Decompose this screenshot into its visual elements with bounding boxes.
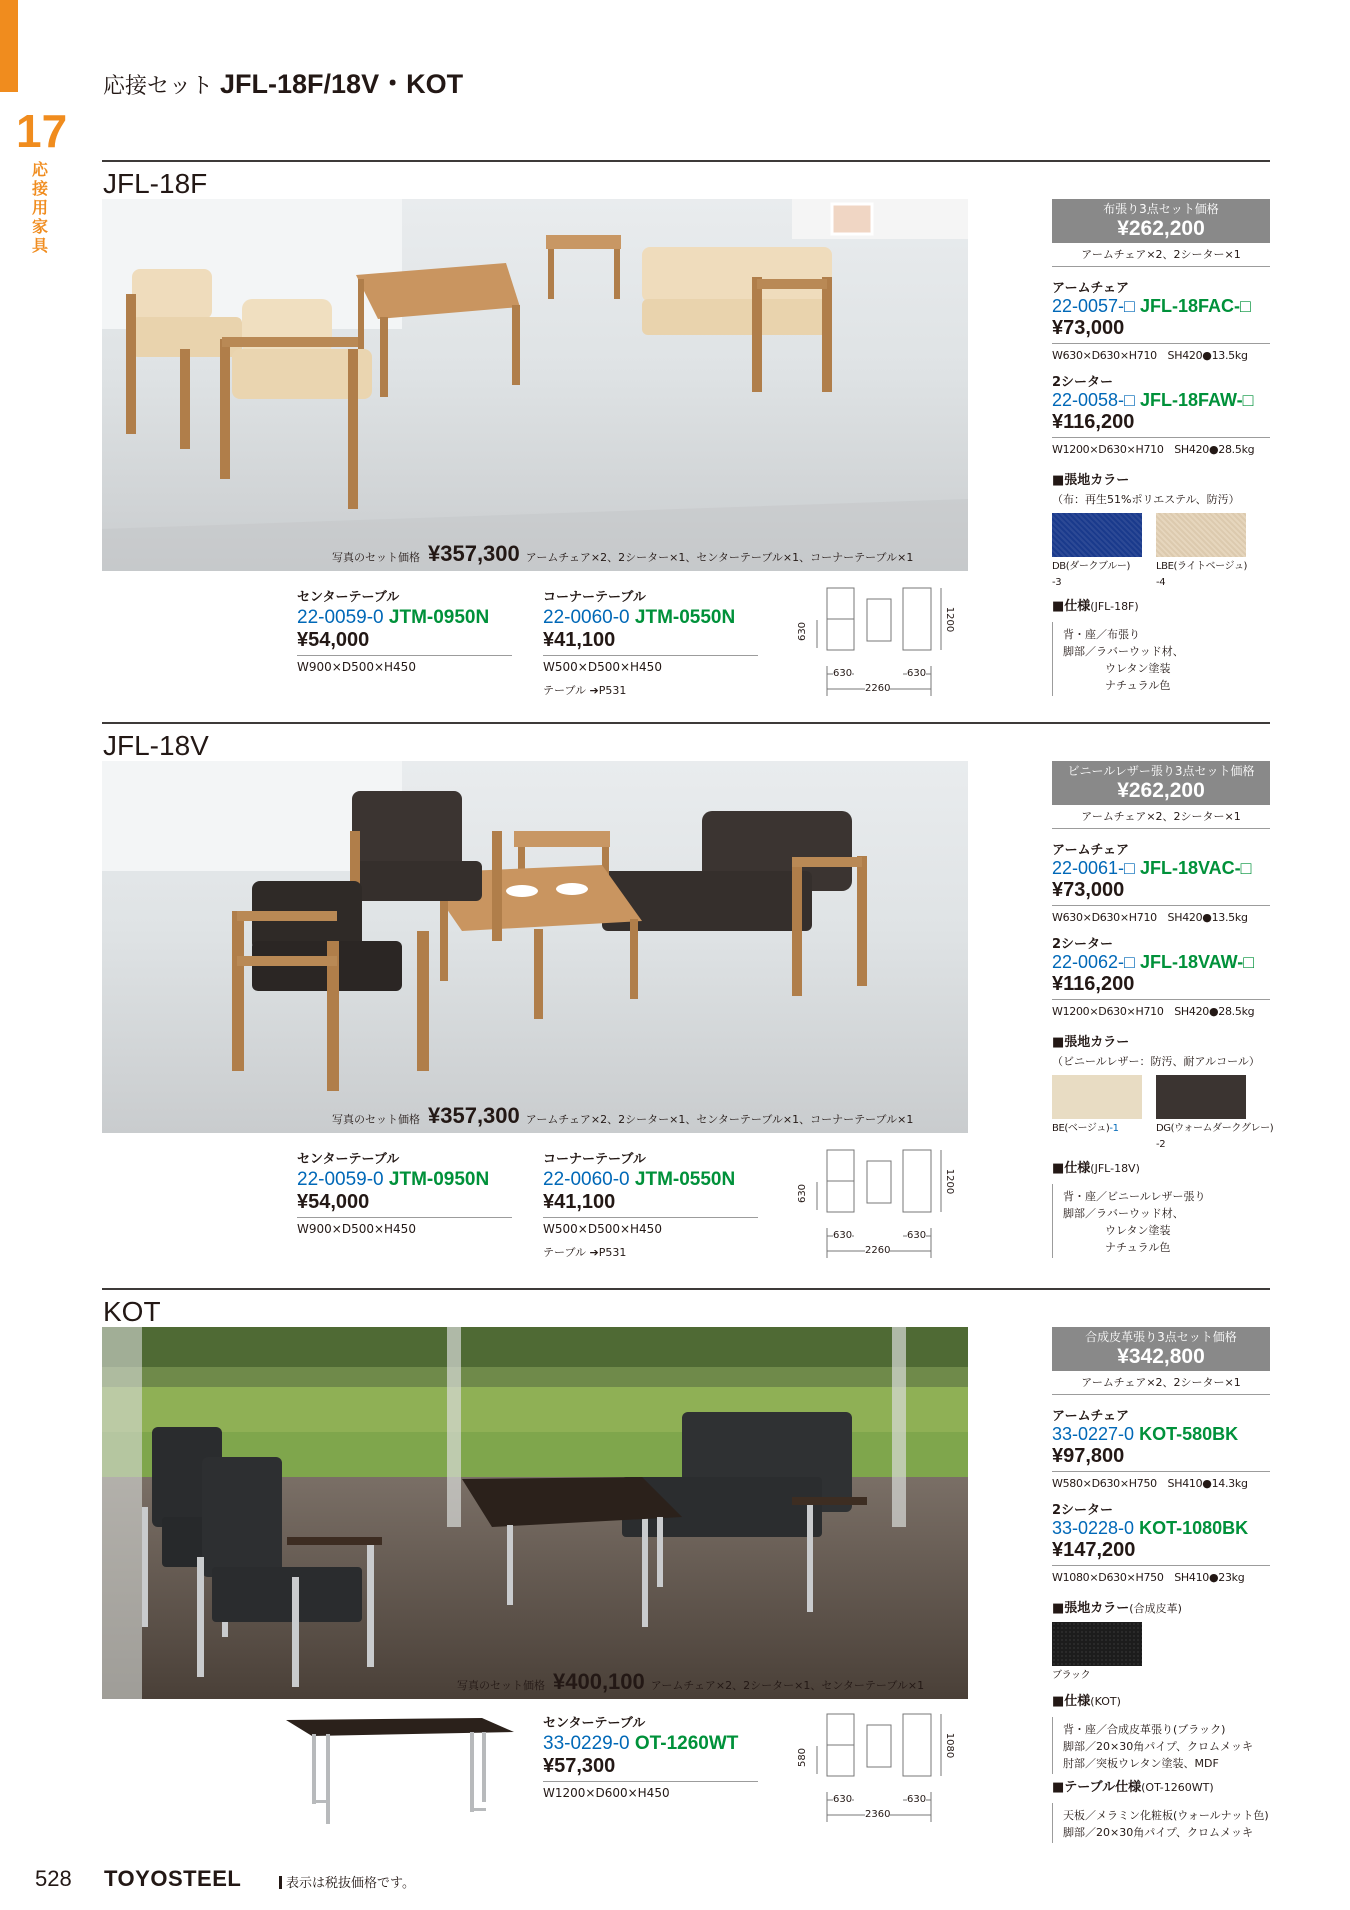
dim-label-right: 1200 — [944, 606, 956, 633]
swatch-chip — [1052, 1622, 1142, 1666]
color-swatches — [1052, 1622, 1270, 1682]
product-code-number: 33-0227-0 — [1052, 1424, 1135, 1444]
item-dimensions: W500×D500×H450 — [543, 1222, 662, 1236]
dim-label-left: 630 — [797, 1183, 809, 1204]
item-center-table-jfl18v — [297, 1148, 512, 1236]
section-divider — [102, 1288, 1270, 1290]
spec-heading-text: ■仕様 — [1052, 1694, 1091, 1709]
dim-label-w2: 630 — [907, 668, 927, 679]
product-category: 2シーター — [1052, 1503, 1114, 1518]
set-price-note: アームチェア×2、2シーター×1 — [1052, 805, 1270, 829]
photo-set-description: アームチェア×2、2シーター×1、センターテーブル×1、コーナーテーブル×1 — [525, 551, 914, 564]
spec-panel-jfl18f — [1052, 199, 1270, 696]
set-price-value: ¥262,200 — [1117, 779, 1205, 802]
product-code — [1052, 390, 1270, 411]
section-divider — [102, 160, 1270, 162]
item-model: JTM-0950N — [388, 1169, 490, 1190]
spec-details — [1052, 1184, 1270, 1258]
product-code-number: 22-0057-□ — [1052, 296, 1135, 316]
spec-line: 背・座／合成皮革張り(ブラック) — [1063, 1723, 1226, 1736]
fabric-color-heading: ■張地カラー — [1052, 1035, 1130, 1050]
swatch-chip — [1052, 1075, 1142, 1119]
spec-model: (JFL-18V) — [1090, 1162, 1140, 1175]
dim-label-right: 1080 — [944, 1732, 956, 1759]
item-dimensions: W1200×D600×H450 — [543, 1786, 670, 1800]
spec-heading — [1052, 595, 1270, 614]
item-category: コーナーテーブル — [543, 590, 646, 605]
dim-label-w2: 630 — [907, 1230, 927, 1241]
swatch-light-beige — [1156, 513, 1246, 589]
table-spec-heading — [1052, 1776, 1270, 1795]
swatch-label — [1052, 1122, 1142, 1135]
section-title-jfl18f: JFL-18F — [103, 168, 208, 199]
item-dimensions: W900×D500×H450 — [297, 660, 416, 674]
photo-set-price — [332, 1103, 913, 1129]
page-title-prefix: 応接セット — [103, 74, 214, 99]
item-price: ¥57,300 — [543, 1755, 758, 1782]
swatch-warm-dark-grey — [1156, 1075, 1274, 1151]
item-center-table-kot — [543, 1712, 758, 1800]
swatch-dark-blue — [1052, 513, 1142, 589]
section-title-jfl18v: JFL-18V — [103, 730, 209, 761]
product-model: KOT-580BK — [1139, 1424, 1239, 1444]
product-dimensions: W1200×D630×H710 SH420●28.5kg — [1052, 1005, 1255, 1018]
product-code — [1052, 858, 1270, 879]
swatch-label: ブラック — [1052, 1670, 1091, 1681]
fabric-color-note: （布：再生51%ポリエステル、防汚） — [1052, 493, 1240, 506]
swatch-code: -4 — [1156, 577, 1166, 588]
photo-set-label: 写真のセット価格 — [332, 1113, 420, 1126]
table-spec-model: (OT-1260WT) — [1141, 1781, 1214, 1794]
product-price: ¥73,000 — [1052, 879, 1270, 906]
set-price-box — [1052, 1327, 1270, 1371]
photo-set-label: 写真のセット価格 — [457, 1679, 545, 1692]
page-title-models: JFL-18F/18V・KOT — [220, 69, 464, 99]
item-model: JTM-0550N — [634, 1169, 736, 1190]
item-corner-table-jfl18v — [543, 1148, 758, 1260]
product-price: ¥116,200 — [1052, 411, 1270, 438]
color-swatches — [1052, 513, 1270, 589]
dim-label-w2: 630 — [907, 1794, 927, 1805]
table-page-reference: テーブル ➔P531 — [543, 684, 627, 697]
item-corner-table-jfl18f — [543, 586, 758, 698]
section-divider — [102, 722, 1270, 724]
product-dimensions: W630×D630×H710 SH420●13.5kg — [1052, 911, 1248, 924]
fabric-color-heading-text: ■張地カラー — [1052, 1601, 1130, 1616]
product-photo-kot — [102, 1327, 968, 1699]
item-center-table-jfl18f — [297, 586, 512, 674]
photo-set-value: ¥357,300 — [428, 541, 520, 566]
product-dimensions: W1080×D630×H750 SH410●23kg — [1052, 1571, 1245, 1584]
product-category: 2シーター — [1052, 375, 1114, 390]
photo-set-description: アームチェア×2、2シーター×1、センターテーブル×1 — [650, 1679, 925, 1692]
product-code — [1052, 296, 1270, 317]
item-code — [543, 607, 758, 629]
page-number: 528 — [35, 1866, 72, 1891]
item-code-number: 22-0060-0 — [543, 607, 630, 628]
set-price-note: アームチェア×2、2シーター×1 — [1052, 243, 1270, 267]
product-category: アームチェア — [1052, 1409, 1129, 1424]
dim-label-w1: 630 — [833, 1230, 853, 1241]
photo-set-value: ¥400,100 — [553, 1669, 645, 1694]
swatch-label: LBE(ライトベージュ) — [1156, 561, 1248, 572]
spec-line: 肘部／突板ウレタン塗装、MDF — [1063, 1757, 1219, 1770]
item-code — [543, 1169, 758, 1191]
swatch-chip — [1052, 513, 1142, 557]
product-code — [1052, 1518, 1270, 1539]
item-price: ¥41,100 — [543, 629, 758, 656]
color-swatches — [1052, 1075, 1274, 1151]
swatch-code: -3 — [1052, 577, 1062, 588]
item-code — [297, 607, 512, 629]
product-model: JFL-18VAW-□ — [1139, 952, 1255, 972]
product-model: JFL-18FAC-□ — [1139, 296, 1251, 316]
spec-heading — [1052, 1690, 1270, 1709]
product-code-number: 33-0228-0 — [1052, 1518, 1135, 1538]
spec-heading — [1052, 1157, 1270, 1176]
photo-set-description: アームチェア×2、2シーター×1、センターテーブル×1、コーナーテーブル×1 — [525, 1113, 914, 1126]
item-price: ¥54,000 — [297, 629, 512, 656]
fabric-color-note: （ビニールレザー：防汚、耐アルコール） — [1052, 1055, 1260, 1068]
section-title-kot: KOT — [103, 1296, 161, 1327]
product-code-number: 22-0061-□ — [1052, 858, 1135, 878]
swatch-chip — [1156, 1075, 1246, 1119]
item-code-number: 33-0229-0 — [543, 1733, 630, 1754]
set-price-title: ビニールレザー張り3点セット価格 — [1067, 764, 1255, 778]
spec-details — [1052, 622, 1270, 696]
set-price-value: ¥342,800 — [1117, 1345, 1205, 1368]
product-price: ¥147,200 — [1052, 1539, 1270, 1566]
item-code — [297, 1169, 512, 1191]
set-price-box — [1052, 761, 1270, 805]
item-model: OT-1260WT — [634, 1733, 739, 1754]
product-model: JFL-18FAW-□ — [1139, 390, 1254, 410]
product-model: KOT-1080BK — [1139, 1518, 1249, 1538]
item-code-number: 22-0059-0 — [297, 607, 384, 628]
item-dimensions: W900×D500×H450 — [297, 1222, 416, 1236]
photo-set-label: 写真のセット価格 — [332, 551, 420, 564]
item-category: センターテーブル — [543, 1716, 646, 1731]
item-price: ¥41,100 — [543, 1191, 758, 1218]
spec-line: 天板／メラミン化粧板(ウォールナット色) — [1063, 1809, 1269, 1822]
chapter-tab-bar — [0, 0, 18, 92]
layout-diagram-jfl18v — [775, 1148, 975, 1264]
item-price: ¥54,000 — [297, 1191, 512, 1218]
spec-details — [1052, 1717, 1270, 1774]
layout-diagram-jfl18f — [775, 586, 975, 702]
item-code-number: 22-0059-0 — [297, 1169, 384, 1190]
dim-label-w1: 630 — [833, 1794, 853, 1805]
product-price: ¥116,200 — [1052, 973, 1270, 1000]
spec-line: ウレタン塗装 — [1105, 1224, 1171, 1237]
photo-set-price — [332, 541, 913, 567]
product-model: JFL-18VAC-□ — [1139, 858, 1252, 878]
product-photo-jfl18f — [102, 199, 968, 571]
set-price-value: ¥262,200 — [1117, 217, 1205, 240]
dim-label-left: 630 — [797, 621, 809, 642]
swatch-chip — [1156, 513, 1246, 557]
product-price: ¥73,000 — [1052, 317, 1270, 344]
set-price-title: 布張り3点セット価格 — [1103, 202, 1219, 216]
item-model: JTM-0550N — [634, 607, 736, 628]
item-code-number: 22-0060-0 — [543, 1169, 630, 1190]
spec-line: 背・座／布張り — [1063, 628, 1140, 641]
dim-label-total: 2360 — [865, 1809, 891, 1820]
product-category: アームチェア — [1052, 843, 1129, 858]
spec-line: ナチュラル色 — [1105, 679, 1171, 692]
swatch-label: DG(ウォームダークグレー) — [1156, 1123, 1274, 1134]
product-photo-jfl18v — [102, 761, 968, 1133]
table-page-reference: テーブル ➔P531 — [543, 1246, 627, 1259]
brand-logo: TOYOSTEEL — [104, 1866, 242, 1891]
product-dimensions: W1200×D630×H710 SH420●28.5kg — [1052, 443, 1255, 456]
spec-line: 脚部／20×30角パイプ、クロムメッキ — [1063, 1740, 1253, 1753]
product-dimensions: W580×D630×H750 SH410●14.3kg — [1052, 1477, 1248, 1490]
chapter-label: 応接用家具 — [32, 160, 49, 255]
set-price-note: アームチェア×2、2シーター×1 — [1052, 1371, 1270, 1395]
product-code — [1052, 1424, 1270, 1445]
product-code-number: 22-0058-□ — [1052, 390, 1135, 410]
spec-panel-jfl18v — [1052, 761, 1274, 1258]
dim-label-total: 2260 — [865, 683, 891, 694]
spec-heading-text: ■仕様 — [1052, 1161, 1091, 1176]
item-category: コーナーテーブル — [543, 1152, 646, 1167]
photo-set-price — [457, 1669, 924, 1695]
item-category: センターテーブル — [297, 590, 400, 605]
product-photo-kot-table — [282, 1712, 518, 1828]
product-code-number: 22-0062-□ — [1052, 952, 1135, 972]
product-dimensions: W630×D630×H710 SH420●13.5kg — [1052, 349, 1248, 362]
swatch-beige — [1052, 1075, 1142, 1151]
page-title — [103, 62, 463, 101]
item-category: センターテーブル — [297, 1152, 400, 1167]
item-dimensions: W500×D500×H450 — [543, 660, 662, 674]
item-model: JTM-0950N — [388, 607, 490, 628]
set-price-title: 合成皮革張り3点セット価格 — [1085, 1330, 1237, 1344]
tax-note: 表示は税抜価格です。 — [279, 1872, 415, 1891]
swatch-label-text: BE(ベージュ) — [1052, 1123, 1110, 1134]
spec-panel-kot — [1052, 1327, 1270, 1843]
spec-heading-text: ■仕様 — [1052, 599, 1091, 614]
layout-diagram-kot — [775, 1712, 975, 1828]
fabric-color-heading — [1052, 1597, 1270, 1616]
product-code — [1052, 952, 1270, 973]
product-category: 2シーター — [1052, 937, 1114, 952]
item-code — [543, 1733, 758, 1755]
spec-line: ウレタン塗装 — [1105, 662, 1171, 675]
spec-model: (JFL-18F) — [1090, 600, 1139, 613]
spec-line: 脚部／ラバーウッド材、 — [1063, 1207, 1184, 1220]
table-spec-heading-text: ■テーブル仕様 — [1052, 1780, 1142, 1795]
fabric-color-heading: ■張地カラー — [1052, 473, 1130, 488]
dim-label-right: 1200 — [944, 1168, 956, 1195]
spec-model: (KOT) — [1090, 1695, 1121, 1708]
dim-label-w1: 630 — [833, 668, 853, 679]
photo-set-value: ¥357,300 — [428, 1103, 520, 1128]
product-price: ¥97,800 — [1052, 1445, 1270, 1472]
swatch-label: DB(ダークブルー) — [1052, 561, 1130, 572]
set-price-box — [1052, 199, 1270, 243]
spec-line: 脚部／ラバーウッド材、 — [1063, 645, 1184, 658]
table-spec-details — [1052, 1803, 1270, 1843]
dim-label-left: 580 — [797, 1747, 809, 1768]
spec-line: 背・座／ビニールレザー張り — [1063, 1190, 1206, 1203]
spec-line: ナチュラル色 — [1105, 1241, 1171, 1254]
dim-label-total: 2260 — [865, 1245, 891, 1256]
chapter-number: 17 — [16, 105, 68, 157]
swatch-code: -1 — [1109, 1123, 1119, 1134]
fabric-color-note: (合成皮革) — [1129, 1602, 1182, 1615]
swatch-black — [1052, 1622, 1142, 1682]
product-category: アームチェア — [1052, 281, 1129, 296]
swatch-code: -2 — [1156, 1139, 1166, 1150]
spec-line: 脚部／20×30角パイプ、クロムメッキ — [1063, 1826, 1253, 1839]
